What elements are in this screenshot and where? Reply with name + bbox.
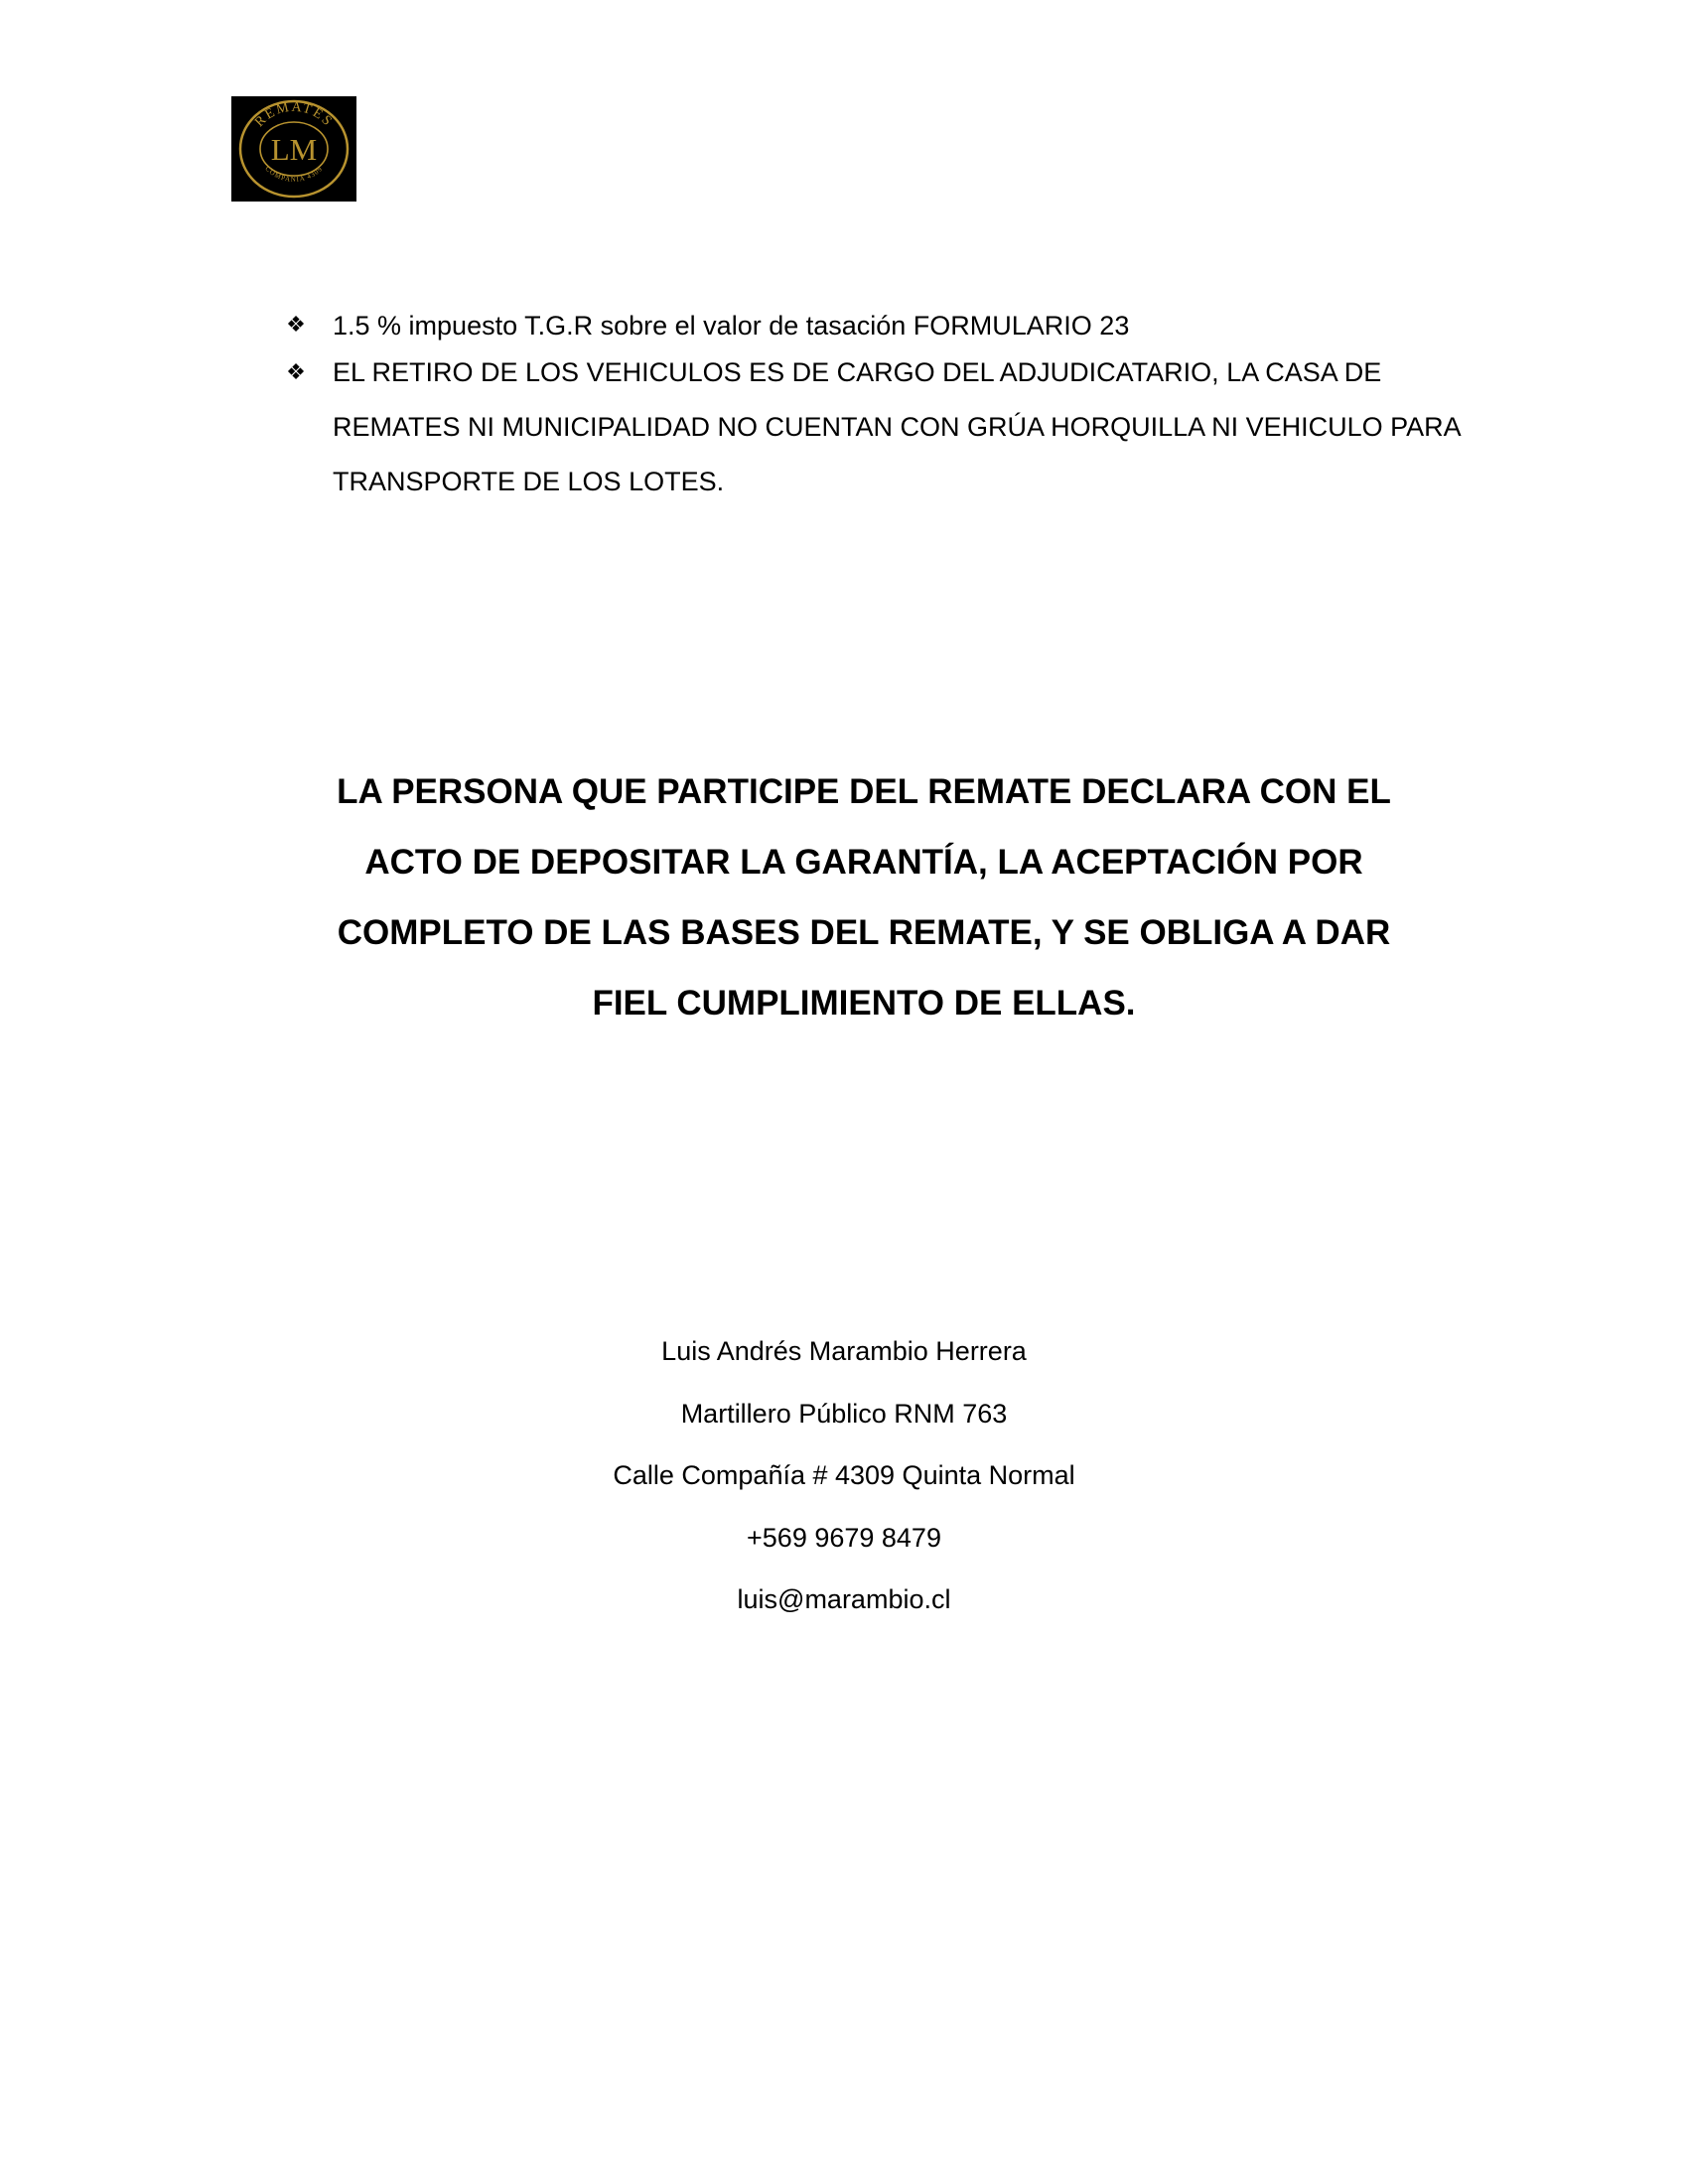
signer-email: luis@marambio.cl (737, 1584, 951, 1614)
list-item-text: EL RETIRO DE LOS VEHICULOS ES DE CARGO DEL ADJUDICATARIO, LA CASA DE REMATES NI MUNICIPALIDAD NO CUENTAN CON GRÚA HORQUILLA NI VEHICULO PARA TRANSPORTE DE LOS LOTES. (333, 357, 1461, 496)
signer-phone: +569 9679 8479 (747, 1522, 941, 1553)
list-item-text: 1.5 % impuesto T.G.R sobre el valor de tasación FORMULARIO 23 (333, 311, 1130, 341)
diamond-bullet-icon: ❖ (286, 360, 306, 385)
declaration-text: LA PERSONA QUE PARTICIPE DEL REMATE DECLARA CON EL ACTO DE DEPOSITAR LA GARANTÍA, LA ACEPTACIÓN POR COMPLETO DE LAS BASES DEL REMATE, Y SE OBLIGA A DAR FIEL CUMPLIMIENTO DE ELLAS. (337, 772, 1391, 1023)
signer-name: Luis Andrés Marambio Herrera (661, 1336, 1027, 1366)
signature-block (447, 1320, 1241, 1631)
logo-initials: LM (270, 132, 318, 167)
logo-bottom-text: COMPAÑIA 4309 (263, 164, 325, 184)
signer-address: Calle Compañía # 4309 Quinta Normal (613, 1460, 1075, 1490)
logo-top-text: REMATES (252, 99, 336, 131)
signer-title: Martillero Público RNM 763 (680, 1398, 1008, 1429)
conditions-list (278, 306, 1470, 509)
logo-emblem (231, 96, 356, 202)
company-logo (231, 96, 356, 202)
list-item (278, 345, 1470, 509)
diamond-bullet-icon: ❖ (286, 313, 306, 338)
list-item (278, 306, 1470, 345)
